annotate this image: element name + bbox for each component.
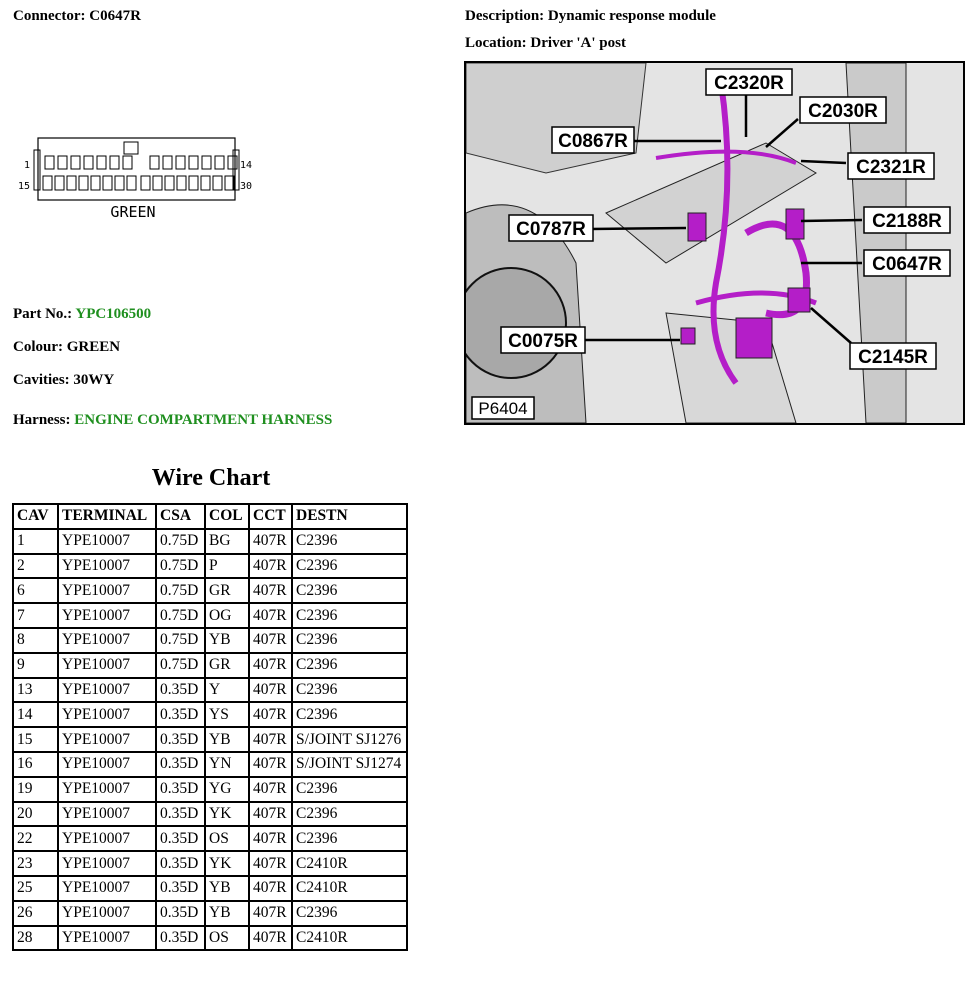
figure-id: P6404 (478, 399, 528, 418)
pin-cavity (141, 176, 150, 190)
cell-cav: 8 (14, 629, 57, 652)
pin-cavity (123, 156, 132, 169)
cell-cct: 407R (250, 902, 291, 925)
cell-cav: 22 (14, 827, 57, 850)
cell-cct: 407R (250, 753, 291, 776)
table-row (14, 555, 406, 578)
cell-destn: C2396 (293, 555, 406, 578)
cell-col: YG (206, 778, 248, 801)
pin-cavity (165, 176, 174, 190)
cell-terminal: YPE10007 (59, 703, 155, 726)
wire-chart-table (12, 503, 408, 951)
cell-destn: S/JOINT SJ1276 (293, 728, 406, 751)
cell-cav: 15 (14, 728, 57, 751)
cell-terminal: YPE10007 (59, 579, 155, 602)
pin-cavity (55, 176, 64, 190)
cell-cct: 407R (250, 703, 291, 726)
pin-cavity (84, 156, 93, 169)
cell-terminal: YPE10007 (59, 877, 155, 900)
cell-destn: C2396 (293, 703, 406, 726)
cell-csa: 0.75D (157, 530, 204, 553)
cell-csa: 0.35D (157, 753, 204, 776)
callout-c2321r: C2321R (856, 157, 926, 178)
pin-cavity (115, 176, 124, 190)
pin-cavity (215, 156, 224, 169)
cell-terminal: YPE10007 (59, 753, 155, 776)
cell-csa: 0.35D (157, 877, 204, 900)
callout-c2188r: C2188R (872, 211, 942, 232)
cell-cav: 2 (14, 555, 57, 578)
pin-cavity (91, 176, 100, 190)
table-row (14, 852, 406, 875)
cell-destn: C2396 (293, 579, 406, 602)
table-row (14, 579, 406, 602)
cell-cct: 407R (250, 827, 291, 850)
colour-label: Colour: (13, 339, 63, 355)
cell-cct: 407R (250, 927, 291, 950)
pin-cavity (189, 156, 198, 169)
cell-cct: 407R (250, 555, 291, 578)
pin-cavity (201, 176, 210, 190)
callout-c0867r: C0867R (558, 131, 628, 152)
cell-terminal: YPE10007 (59, 852, 155, 875)
cell-csa: 0.35D (157, 902, 204, 925)
cell-csa: 0.75D (157, 555, 204, 578)
cell-col: YS (206, 703, 248, 726)
harness-label: Harness: (13, 412, 71, 428)
table-row (14, 703, 406, 726)
pin-cavity (45, 156, 54, 169)
pin-cavity (97, 156, 106, 169)
table-row (14, 604, 406, 627)
callout-c0787r: C0787R (516, 219, 586, 240)
column-header-terminal: TERMINAL (59, 505, 155, 528)
cell-csa: 0.35D (157, 778, 204, 801)
cavities-label: Cavities: (13, 372, 70, 388)
pin-cavity (189, 176, 198, 190)
cell-destn: C2396 (293, 778, 406, 801)
connector-face-diagram (18, 130, 258, 225)
cell-csa: 0.75D (157, 604, 204, 627)
table-row (14, 803, 406, 826)
colour-row (13, 339, 120, 356)
callout-c0647r: C0647R (872, 254, 942, 275)
harness-value: ENGINE COMPARTMENT HARNESS (74, 412, 333, 428)
cell-destn: C2410R (293, 852, 406, 875)
cell-csa: 0.35D (157, 728, 204, 751)
cell-csa: 0.35D (157, 852, 204, 875)
cell-terminal: YPE10007 (59, 778, 155, 801)
harness-row (13, 412, 332, 429)
location-value: Driver 'A' post (530, 35, 626, 51)
location-heading (465, 35, 626, 52)
pin-cavity (202, 156, 211, 169)
cell-destn: C2396 (293, 604, 406, 627)
cell-cct: 407R (250, 679, 291, 702)
cell-col: YB (206, 728, 248, 751)
pin-cavity (71, 156, 80, 169)
pin-cavity (150, 156, 159, 169)
pin-cavity (103, 176, 112, 190)
table-row (14, 902, 406, 925)
pin-row-top (45, 156, 237, 169)
column-header-cav: CAV (14, 505, 57, 528)
wire-chart-body (14, 530, 406, 950)
cell-destn: C2396 (293, 827, 406, 850)
cell-cav: 9 (14, 654, 57, 677)
cell-destn: C2396 (293, 654, 406, 677)
cell-destn: C2396 (293, 629, 406, 652)
part-number-value: YPC106500 (75, 306, 152, 322)
callout-c2320r: C2320R (714, 73, 784, 94)
cell-destn: C2396 (293, 679, 406, 702)
cell-col: OS (206, 827, 248, 850)
cell-col: GR (206, 654, 248, 677)
part-number-row (13, 306, 151, 323)
pin-cavity (110, 156, 119, 169)
pin-label-30: 30 (240, 181, 253, 192)
pin-label-15: 15 (18, 181, 31, 192)
cell-col: Y (206, 679, 248, 702)
cell-terminal: YPE10007 (59, 728, 155, 751)
cell-cav: 19 (14, 778, 57, 801)
connector-value: C0647R (89, 8, 141, 24)
pin-label-14: 14 (240, 160, 253, 171)
cell-csa: 0.75D (157, 579, 204, 602)
cell-terminal: YPE10007 (59, 803, 155, 826)
cell-cav: 14 (14, 703, 57, 726)
cell-csa: 0.35D (157, 803, 204, 826)
pin-cavity (58, 156, 67, 169)
cell-cct: 407R (250, 728, 291, 751)
table-row (14, 629, 406, 652)
table-row (14, 679, 406, 702)
cell-cct: 407R (250, 852, 291, 875)
cell-csa: 0.35D (157, 703, 204, 726)
cell-col: YB (206, 629, 248, 652)
cell-col: OS (206, 927, 248, 950)
wire-chart-title: Wire Chart (151, 465, 271, 491)
location-photo (464, 61, 965, 425)
pin-cavity (163, 156, 172, 169)
pin-cavity (79, 176, 88, 190)
pin-cavity (213, 176, 222, 190)
cell-col: OG (206, 604, 248, 627)
cell-destn: C2396 (293, 803, 406, 826)
cell-cct: 407R (250, 778, 291, 801)
description-value: Dynamic response module (547, 8, 716, 24)
cell-terminal: YPE10007 (59, 654, 155, 677)
pin-label-1: 1 (24, 160, 31, 171)
cell-destn: C2396 (293, 530, 406, 553)
cell-cav: 13 (14, 679, 57, 702)
cell-cct: 407R (250, 629, 291, 652)
cell-cav: 6 (14, 579, 57, 602)
cell-cct: 407R (250, 604, 291, 627)
cell-cav: 7 (14, 604, 57, 627)
table-row (14, 827, 406, 850)
cell-terminal: YPE10007 (59, 679, 155, 702)
description-heading (465, 8, 716, 25)
cell-csa: 0.35D (157, 679, 204, 702)
table-row (14, 927, 406, 950)
cell-terminal: YPE10007 (59, 902, 155, 925)
table-row (14, 728, 406, 751)
cell-destn: C2396 (293, 902, 406, 925)
cell-cav: 28 (14, 927, 57, 950)
table-row (14, 654, 406, 677)
cell-cav: 26 (14, 902, 57, 925)
cell-col: YK (206, 852, 248, 875)
cell-cav: 16 (14, 753, 57, 776)
cavities-value: 30WY (73, 372, 115, 388)
pin-cavity (176, 156, 185, 169)
cell-col: P (206, 555, 248, 578)
cell-terminal: YPE10007 (59, 827, 155, 850)
cell-cav: 25 (14, 877, 57, 900)
cell-terminal: YPE10007 (59, 927, 155, 950)
cell-col: BG (206, 530, 248, 553)
cell-cav: 23 (14, 852, 57, 875)
table-row (14, 778, 406, 801)
description-label: Description: (465, 8, 545, 24)
callout-c0075r: C0075R (508, 331, 578, 352)
cell-terminal: YPE10007 (59, 629, 155, 652)
cell-col: YK (206, 803, 248, 826)
cell-csa: 0.35D (157, 927, 204, 950)
cell-cct: 407R (250, 803, 291, 826)
cell-cav: 20 (14, 803, 57, 826)
pin-cavity (127, 176, 136, 190)
cavities-row (13, 372, 114, 389)
table-row (14, 877, 406, 900)
cell-cav: 1 (14, 530, 57, 553)
part-number-label: Part No.: (13, 306, 73, 322)
table-row (14, 530, 406, 553)
cell-col: YB (206, 877, 248, 900)
column-header-cct: CCT (250, 505, 291, 528)
pin-row-bottom (43, 176, 234, 190)
callout-c2145r: C2145R (858, 347, 928, 368)
callout-c2030r: C2030R (808, 101, 878, 122)
cell-cct: 407R (250, 579, 291, 602)
cell-destn: C2410R (293, 877, 406, 900)
cell-col: GR (206, 579, 248, 602)
cell-destn: S/JOINT SJ1274 (293, 753, 406, 776)
connector-heading (13, 8, 141, 25)
cell-col: YN (206, 753, 248, 776)
pin-cavity (43, 176, 52, 190)
cell-cct: 407R (250, 654, 291, 677)
cell-cct: 407R (250, 530, 291, 553)
location-label: Location: (465, 35, 527, 51)
cell-cct: 407R (250, 877, 291, 900)
pin-cavity (177, 176, 186, 190)
cell-csa: 0.35D (157, 827, 204, 850)
column-header-col: COL (206, 505, 248, 528)
cell-csa: 0.75D (157, 654, 204, 677)
column-header-csa: CSA (157, 505, 204, 528)
pin-cavity (67, 176, 76, 190)
cell-terminal: YPE10007 (59, 604, 155, 627)
colour-value: GREEN (66, 339, 121, 355)
column-header-destn: DESTN (293, 505, 406, 528)
table-row (14, 753, 406, 776)
cell-destn: C2410R (293, 927, 406, 950)
pin-cavity (153, 176, 162, 190)
cell-csa: 0.75D (157, 629, 204, 652)
cell-col: YB (206, 902, 248, 925)
cell-terminal: YPE10007 (59, 555, 155, 578)
table-header-row (14, 505, 406, 528)
connector-label: Connector: (13, 8, 86, 24)
diagram-colour-caption: GREEN (110, 203, 156, 221)
cell-terminal: YPE10007 (59, 530, 155, 553)
